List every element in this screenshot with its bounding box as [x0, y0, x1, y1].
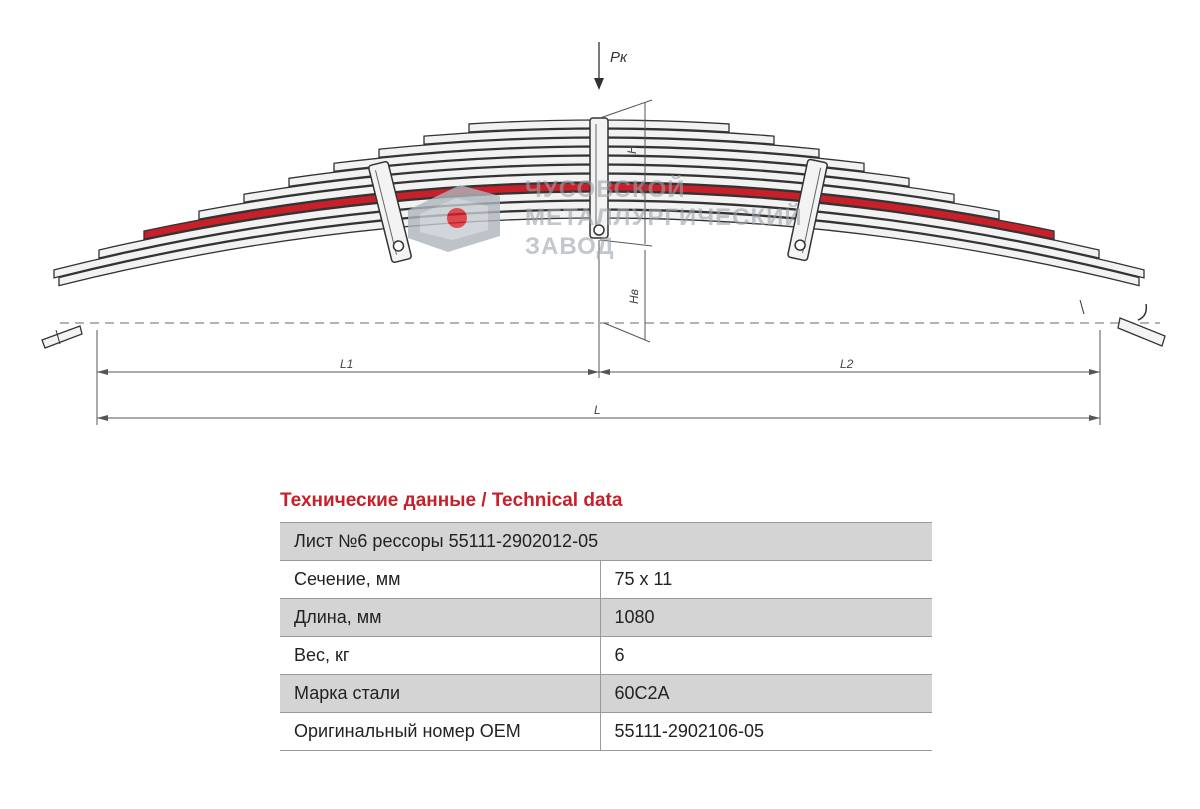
part-name: Лист №6 рессоры 55111-2902012-05 [280, 523, 932, 561]
length-l1-label: L1 [340, 357, 354, 371]
row-value: 55111-2902106-05 [600, 713, 932, 751]
length-dimensions [97, 240, 1100, 425]
table-row [280, 713, 932, 751]
row-label: Сечение, мм [280, 561, 600, 599]
table-header-row [280, 523, 932, 561]
row-value: 6 [600, 637, 932, 675]
row-label: Марка стали [280, 675, 600, 713]
load-arrow [594, 42, 628, 90]
logo-dot-icon [447, 208, 467, 228]
technical-data-title: Технические данные / Technical data [280, 490, 623, 511]
height-label: H [625, 145, 639, 154]
length-total-label: L [594, 403, 601, 417]
technical-data-table [280, 522, 932, 751]
watermark-line1: ЧУСОВСКОЙ [525, 176, 686, 203]
watermark-line3: ЗАВОД [525, 233, 615, 260]
table-row [280, 675, 932, 713]
table-row [280, 599, 932, 637]
row-value: 60С2А [600, 675, 932, 713]
watermark-line2: МЕТАЛЛУРГИЧЕСКИЙ [525, 204, 803, 231]
left-spring-end [42, 326, 82, 348]
table-row [280, 561, 932, 599]
load-label: Pк [610, 49, 628, 66]
row-label: Вес, кг [280, 637, 600, 675]
table-row [280, 637, 932, 675]
row-value: 75 x 11 [600, 561, 932, 599]
row-value: 1080 [600, 599, 932, 637]
right-spring-end [1080, 300, 1165, 346]
height-unloaded-label: Hв [627, 289, 641, 304]
length-l2-label: L2 [840, 357, 854, 371]
row-label: Длина, мм [280, 599, 600, 637]
row-label: Оригинальный номер OEM [280, 713, 600, 751]
